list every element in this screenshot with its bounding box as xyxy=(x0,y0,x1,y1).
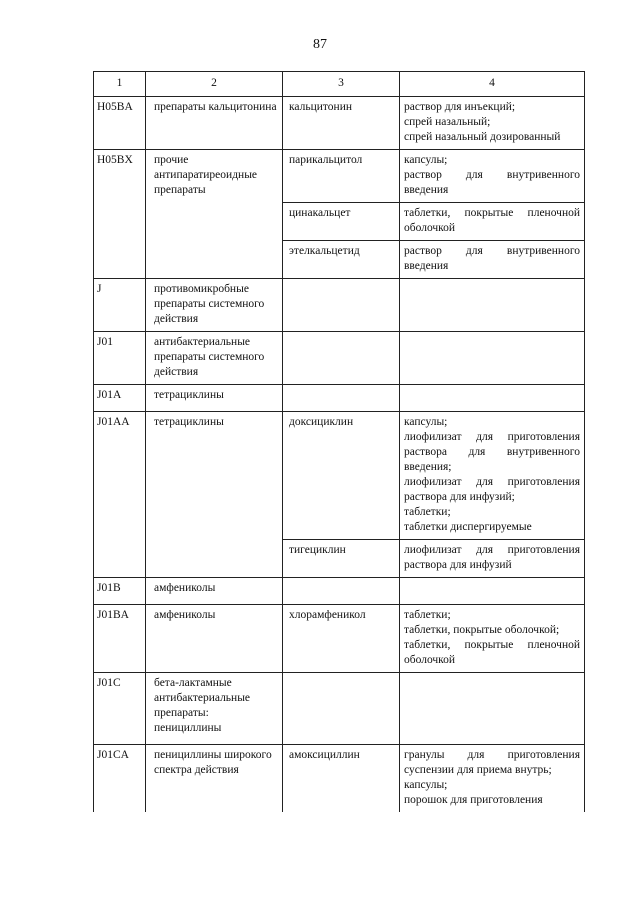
inn-cell: парикальцитол xyxy=(283,150,400,203)
inn-cell: цинакальцет xyxy=(283,203,400,241)
dosage-form-cell xyxy=(400,279,585,332)
dosage-form-line: таблетки диспергируемые xyxy=(404,521,532,533)
atc-code-cell: J01C xyxy=(94,673,146,745)
atc-code-cell: J xyxy=(94,279,146,332)
group-name-cell: тетрациклины xyxy=(146,385,283,412)
group-name-cell: антибактериальные препараты системного действия xyxy=(146,332,283,385)
group-name-cell: пенициллины широкого спектра действия xyxy=(146,745,283,813)
dosage-form-line: порошок для приготовления xyxy=(404,794,543,806)
dosage-form-line: раствор для внутривенного введения xyxy=(404,245,580,272)
dosage-form-cell xyxy=(400,412,585,540)
column-header-2: 2 xyxy=(146,72,283,97)
column-header-1: 1 xyxy=(94,72,146,97)
group-name-cell: противомикробные препараты системного действия xyxy=(146,279,283,332)
inn-cell xyxy=(283,332,400,385)
table-row xyxy=(94,332,585,385)
dosage-form-line: таблетки, покрытые оболочкой; xyxy=(404,624,560,636)
table-row xyxy=(94,279,585,332)
dosage-form-line: капсулы; xyxy=(404,416,448,428)
atc-code-cell: J01 xyxy=(94,332,146,385)
dosage-form-cell xyxy=(400,150,585,203)
table-row xyxy=(94,150,585,203)
inn-cell xyxy=(283,673,400,745)
table-row xyxy=(94,97,585,150)
dosage-form-cell xyxy=(400,605,585,673)
group-name-cell: амфениколы xyxy=(146,605,283,673)
inn-cell: доксициклин xyxy=(283,412,400,540)
dosage-form-line: капсулы; xyxy=(404,779,448,791)
inn-cell: этелкальцетид xyxy=(283,241,400,279)
dosage-form-cell xyxy=(400,332,585,385)
atc-code-cell: H05BA xyxy=(94,97,146,150)
dosage-form-cell xyxy=(400,673,585,745)
atc-code-cell: J01BA xyxy=(94,605,146,673)
dosage-form-line: таблетки, покрытые пленочной оболочкой xyxy=(404,207,580,234)
dosage-form-line: раствор для внутривенного введения xyxy=(404,169,580,196)
page-number: 87 xyxy=(313,37,327,52)
inn-cell: амоксициллин xyxy=(283,745,400,813)
dosage-form-line: гранулы для приготовления суспензии для приема внутрь; xyxy=(404,749,580,776)
drug-table xyxy=(93,71,585,812)
dosage-form-line: лиофилизат для приготовления раствора для инфузий xyxy=(404,544,580,571)
atc-code-cell: H05BX xyxy=(94,150,146,279)
group-name-cell: препараты кальцитонина xyxy=(146,97,283,150)
group-name-cell: бета-лактамные антибактериальные препараты: пенициллины xyxy=(146,673,283,745)
atc-code-cell: J01AA xyxy=(94,412,146,578)
dosage-form-line: раствор для инъекций; xyxy=(404,101,516,113)
dosage-form-cell xyxy=(400,97,585,150)
inn-cell: тигециклин xyxy=(283,540,400,578)
dosage-form-cell xyxy=(400,578,585,605)
dosage-form-line: таблетки; xyxy=(404,609,451,621)
dosage-form-cell xyxy=(400,203,585,241)
inn-cell xyxy=(283,385,400,412)
dosage-form-line: таблетки, покрытые пленочной оболочкой xyxy=(404,639,580,666)
column-header-4: 4 xyxy=(400,72,585,97)
atc-code-cell: J01B xyxy=(94,578,146,605)
inn-cell: хлорамфеникол xyxy=(283,605,400,673)
table-body xyxy=(94,97,585,813)
group-name-cell: амфениколы xyxy=(146,578,283,605)
atc-code-cell: J01CA xyxy=(94,745,146,813)
table-row xyxy=(94,745,585,813)
group-name-cell: прочие антипаратиреоидные препараты xyxy=(146,150,283,279)
dosage-form-cell xyxy=(400,241,585,279)
table-row xyxy=(94,578,585,605)
dosage-form-line: лиофилизат для приготовления раствора для внутривенного введения; xyxy=(404,431,580,473)
table-row xyxy=(94,605,585,673)
dosage-form-cell xyxy=(400,745,585,813)
atc-code-cell: J01A xyxy=(94,385,146,412)
dosage-form-line: спрей назальный; xyxy=(404,116,491,128)
column-header-3: 3 xyxy=(283,72,400,97)
dosage-form-line: лиофилизат для приготовления раствора для инфузий; xyxy=(404,476,580,503)
dosage-form-cell xyxy=(400,385,585,412)
inn-cell: кальцитонин xyxy=(283,97,400,150)
inn-cell xyxy=(283,578,400,605)
dosage-form-line: капсулы; xyxy=(404,154,448,166)
table-row xyxy=(94,385,585,412)
inn-cell xyxy=(283,279,400,332)
table-row xyxy=(94,412,585,540)
dosage-form-line: спрей назальный дозированный xyxy=(404,131,561,143)
dosage-form-cell xyxy=(400,540,585,578)
dosage-form-line: таблетки; xyxy=(404,506,451,518)
header-row xyxy=(94,72,585,97)
group-name-cell: тетрациклины xyxy=(146,412,283,578)
table-row xyxy=(94,673,585,745)
